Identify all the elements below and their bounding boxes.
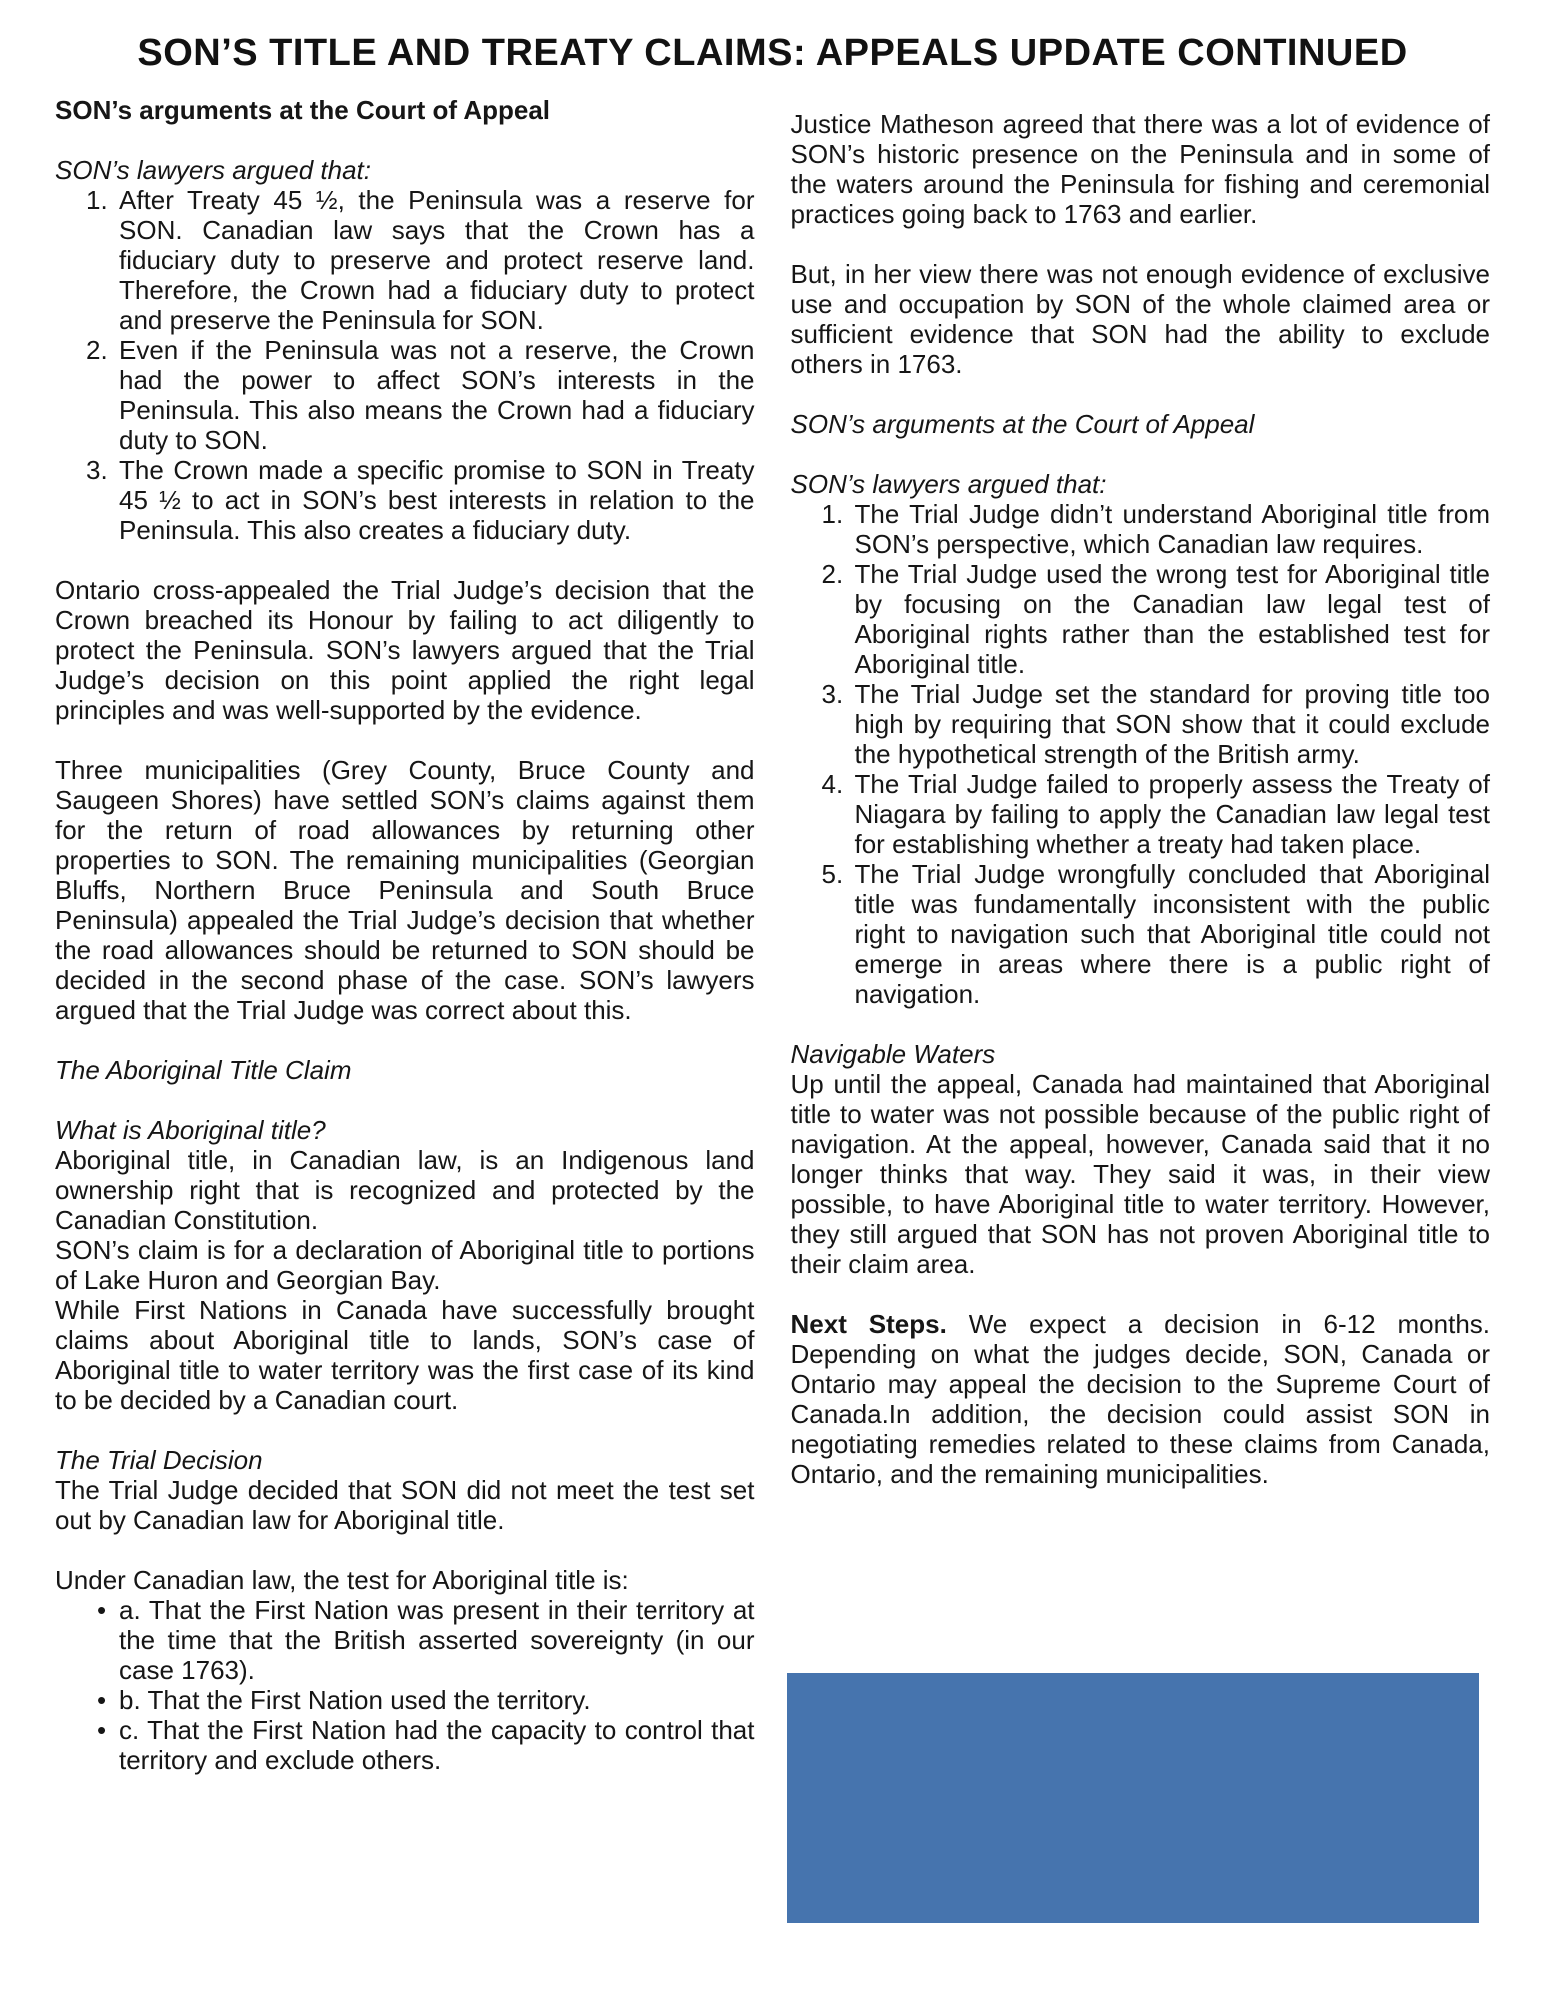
right-lawyers-intro: SON’s lawyers argued that: [790, 469, 1107, 499]
paragraph-justice-matheson: Justice Matheson agreed that there was a lot of evidence of SON’s historic presence on the Peninsula and in some of the waters around the Peninsula for fishing and ceremonial practices going back to 1763 and earlier. [790, 109, 1490, 229]
list-item [55, 335, 755, 455]
right-numbered-list [791, 499, 1491, 1009]
paragraph-next-steps [791, 1309, 1491, 1489]
list-number: 1. [821, 499, 844, 529]
paragraph-test-intro: Under Canadian law, the test for Aboriginal title is: [55, 1565, 629, 1595]
paragraph-aboriginal-title-definition: Aboriginal title, in Canadian law, is an Indigenous land ownership right that is recognized and protected by the Canadian Constitution. [55, 1145, 755, 1235]
list-item [55, 455, 755, 545]
list-item-text: Even if the Peninsula was not a reserve, the Crown had the power to affect SON’s interests in the Peninsula. This also means the Crown had a fiduciary duty to SON. [119, 335, 755, 455]
list-item-text: The Crown made a specific promise to SON in Treaty 45 ½ to act in SON’s best interests in relation to the Peninsula. This also creates a fiduciary duty. [119, 455, 755, 545]
list-item-text: a. That the First Nation was present in their territory at the time that the British asserted sovereignty (in our case 1763). [119, 1595, 755, 1685]
list-item [55, 1595, 755, 1685]
list-number: 1. [86, 185, 108, 215]
left-numbered-list [55, 185, 755, 545]
list-number: 2. [821, 559, 844, 589]
list-item [55, 1685, 755, 1715]
list-number: 3. [86, 455, 108, 485]
heading-navigable-waters: Navigable Waters [790, 1039, 996, 1069]
next-steps-label: Next Steps. [790, 1309, 947, 1339]
list-number: 2. [86, 335, 108, 365]
bullet-icon: • [97, 1685, 107, 1715]
left-bullet-list [55, 1595, 755, 1775]
paragraph-son-claim: SON’s claim is for a declaration of Aboriginal title to portions of Lake Huron and Georgian Bay. [55, 1235, 755, 1295]
list-item-text: The Trial Judge failed to properly assess the Treaty of Niagara by failing to apply the Canadian law legal test for establishing whether a treaty had taken place. [854, 769, 1490, 859]
right-heading-arguments: SON’s arguments at the Court of Appeal [790, 409, 1255, 439]
bullet-icon: • [97, 1715, 107, 1745]
left-lawyers-intro: SON’s lawyers argued that: [55, 155, 371, 185]
page-title: SON’S TITLE AND TREATY CLAIMS: APPEALS UPDATE CONTINUED [137, 32, 1408, 74]
heading-trial-decision: The Trial Decision [55, 1445, 263, 1475]
list-item-text: The Trial Judge didn’t understand Aboriginal title from SON’s perspective, which Canadian law requires. [854, 499, 1490, 559]
list-item-text: The Trial Judge wrongfully concluded that Aboriginal title was fundamentally inconsistent with the public right to navigation such that Aboriginal title could not emerge in areas where there is a public right of navigation. [854, 859, 1490, 1009]
left-column [55, 95, 755, 1775]
paragraph-ontario-cross-appeal: Ontario cross-appealed the Trial Judge’s decision that the Crown breached its Honour by failing to act diligently to protect the Peninsula. SON’s lawyers argued that the Trial Judge’s decision on this point applied the right legal principles and was well-supported by the evidence. [55, 575, 755, 725]
list-item [791, 499, 1491, 559]
bullet-icon: • [97, 1595, 107, 1625]
heading-what-is-aboriginal-title: What is Aboriginal title? [55, 1115, 326, 1145]
list-item-text: b. That the First Nation used the territory. [119, 1685, 591, 1715]
heading-aboriginal-title-claim: The Aboriginal Title Claim [55, 1055, 352, 1085]
list-item [791, 559, 1491, 679]
list-item-text: After Treaty 45 ½, the Peninsula was a reserve for SON. Canadian law says that the Crown has a fiduciary duty to preserve and protect reserve land. Therefore, the Crown had a fiduciary duty to protect and preserve the Peninsula for SON. [119, 185, 755, 335]
right-column [791, 95, 1491, 1775]
list-number: 5. [821, 859, 844, 889]
paragraph-not-enough-evidence: But, in her view there was not enough evidence of exclusive use and occupation by SON of the whole claimed area or sufficient evidence that SON had the ability to exclude others in 1763. [790, 259, 1490, 379]
list-item [55, 185, 755, 335]
paragraph-first-case: While First Nations in Canada have successfully brought claims about Aboriginal title to lands, SON’s case of Aboriginal title to water territory was the first case of its kind to be decided by a Canadian court. [55, 1295, 755, 1415]
paragraph-navigable-waters: Up until the appeal, Canada had maintained that Aboriginal title to water was not possible because of the public right of navigation. At the appeal, however, Canada said that it no longer thinks that way. They said it was, in their view possible, to have Aboriginal title to water territory. However, they still argued that SON has not proven Aboriginal title to their claim area. [790, 1069, 1490, 1279]
two-column-layout [55, 95, 1490, 1775]
list-number: 4. [821, 769, 844, 799]
paragraph-trial-decision: The Trial Judge decided that SON did not meet the test set out by Canadian law for Aboriginal title. [55, 1475, 755, 1535]
blue-image-placeholder [787, 1673, 1479, 1923]
list-item-text: The Trial Judge set the standard for proving title too high by requiring that SON show that it could exclude the hypothetical strength of the British army. [854, 679, 1490, 769]
list-item [791, 769, 1491, 859]
left-heading-arguments: SON’s arguments at the Court of Appeal [55, 95, 551, 125]
list-item [791, 859, 1491, 1009]
paragraph-municipalities: Three municipalities (Grey County, Bruce County and Saugeen Shores) have settled SON’s claims against them for the return of road allowances by returning other properties to SON. The remaining municipalities (Georgian Bluffs, Northern Bruce Peninsula and South Bruce Peninsula) appealed the Trial Judge’s decision that whether the road allowances should be returned to SON should be decided in the second phase of the case. SON’s lawyers argued that the Trial Judge was correct about this. [55, 755, 755, 1025]
list-item-text: c. That the First Nation had the capacity to control that territory and exclude others. [119, 1715, 755, 1775]
list-item [791, 679, 1491, 769]
list-number: 3. [821, 679, 844, 709]
next-steps-text: We expect a decision in 6-12 months. Depending on what the judges decide, SON, Canada or Ontario may appeal the decision to the Supreme Court of Canada.In addition, the decision could assist SON in negotiating remedies related to these claims from Canada, Ontario, and the remaining municipalities. [790, 1309, 1491, 1489]
list-item [55, 1715, 755, 1775]
list-item-text: The Trial Judge used the wrong test for Aboriginal title by focusing on the Canadian law legal test of Aboriginal rights rather than the established test for Aboriginal title. [854, 559, 1490, 679]
